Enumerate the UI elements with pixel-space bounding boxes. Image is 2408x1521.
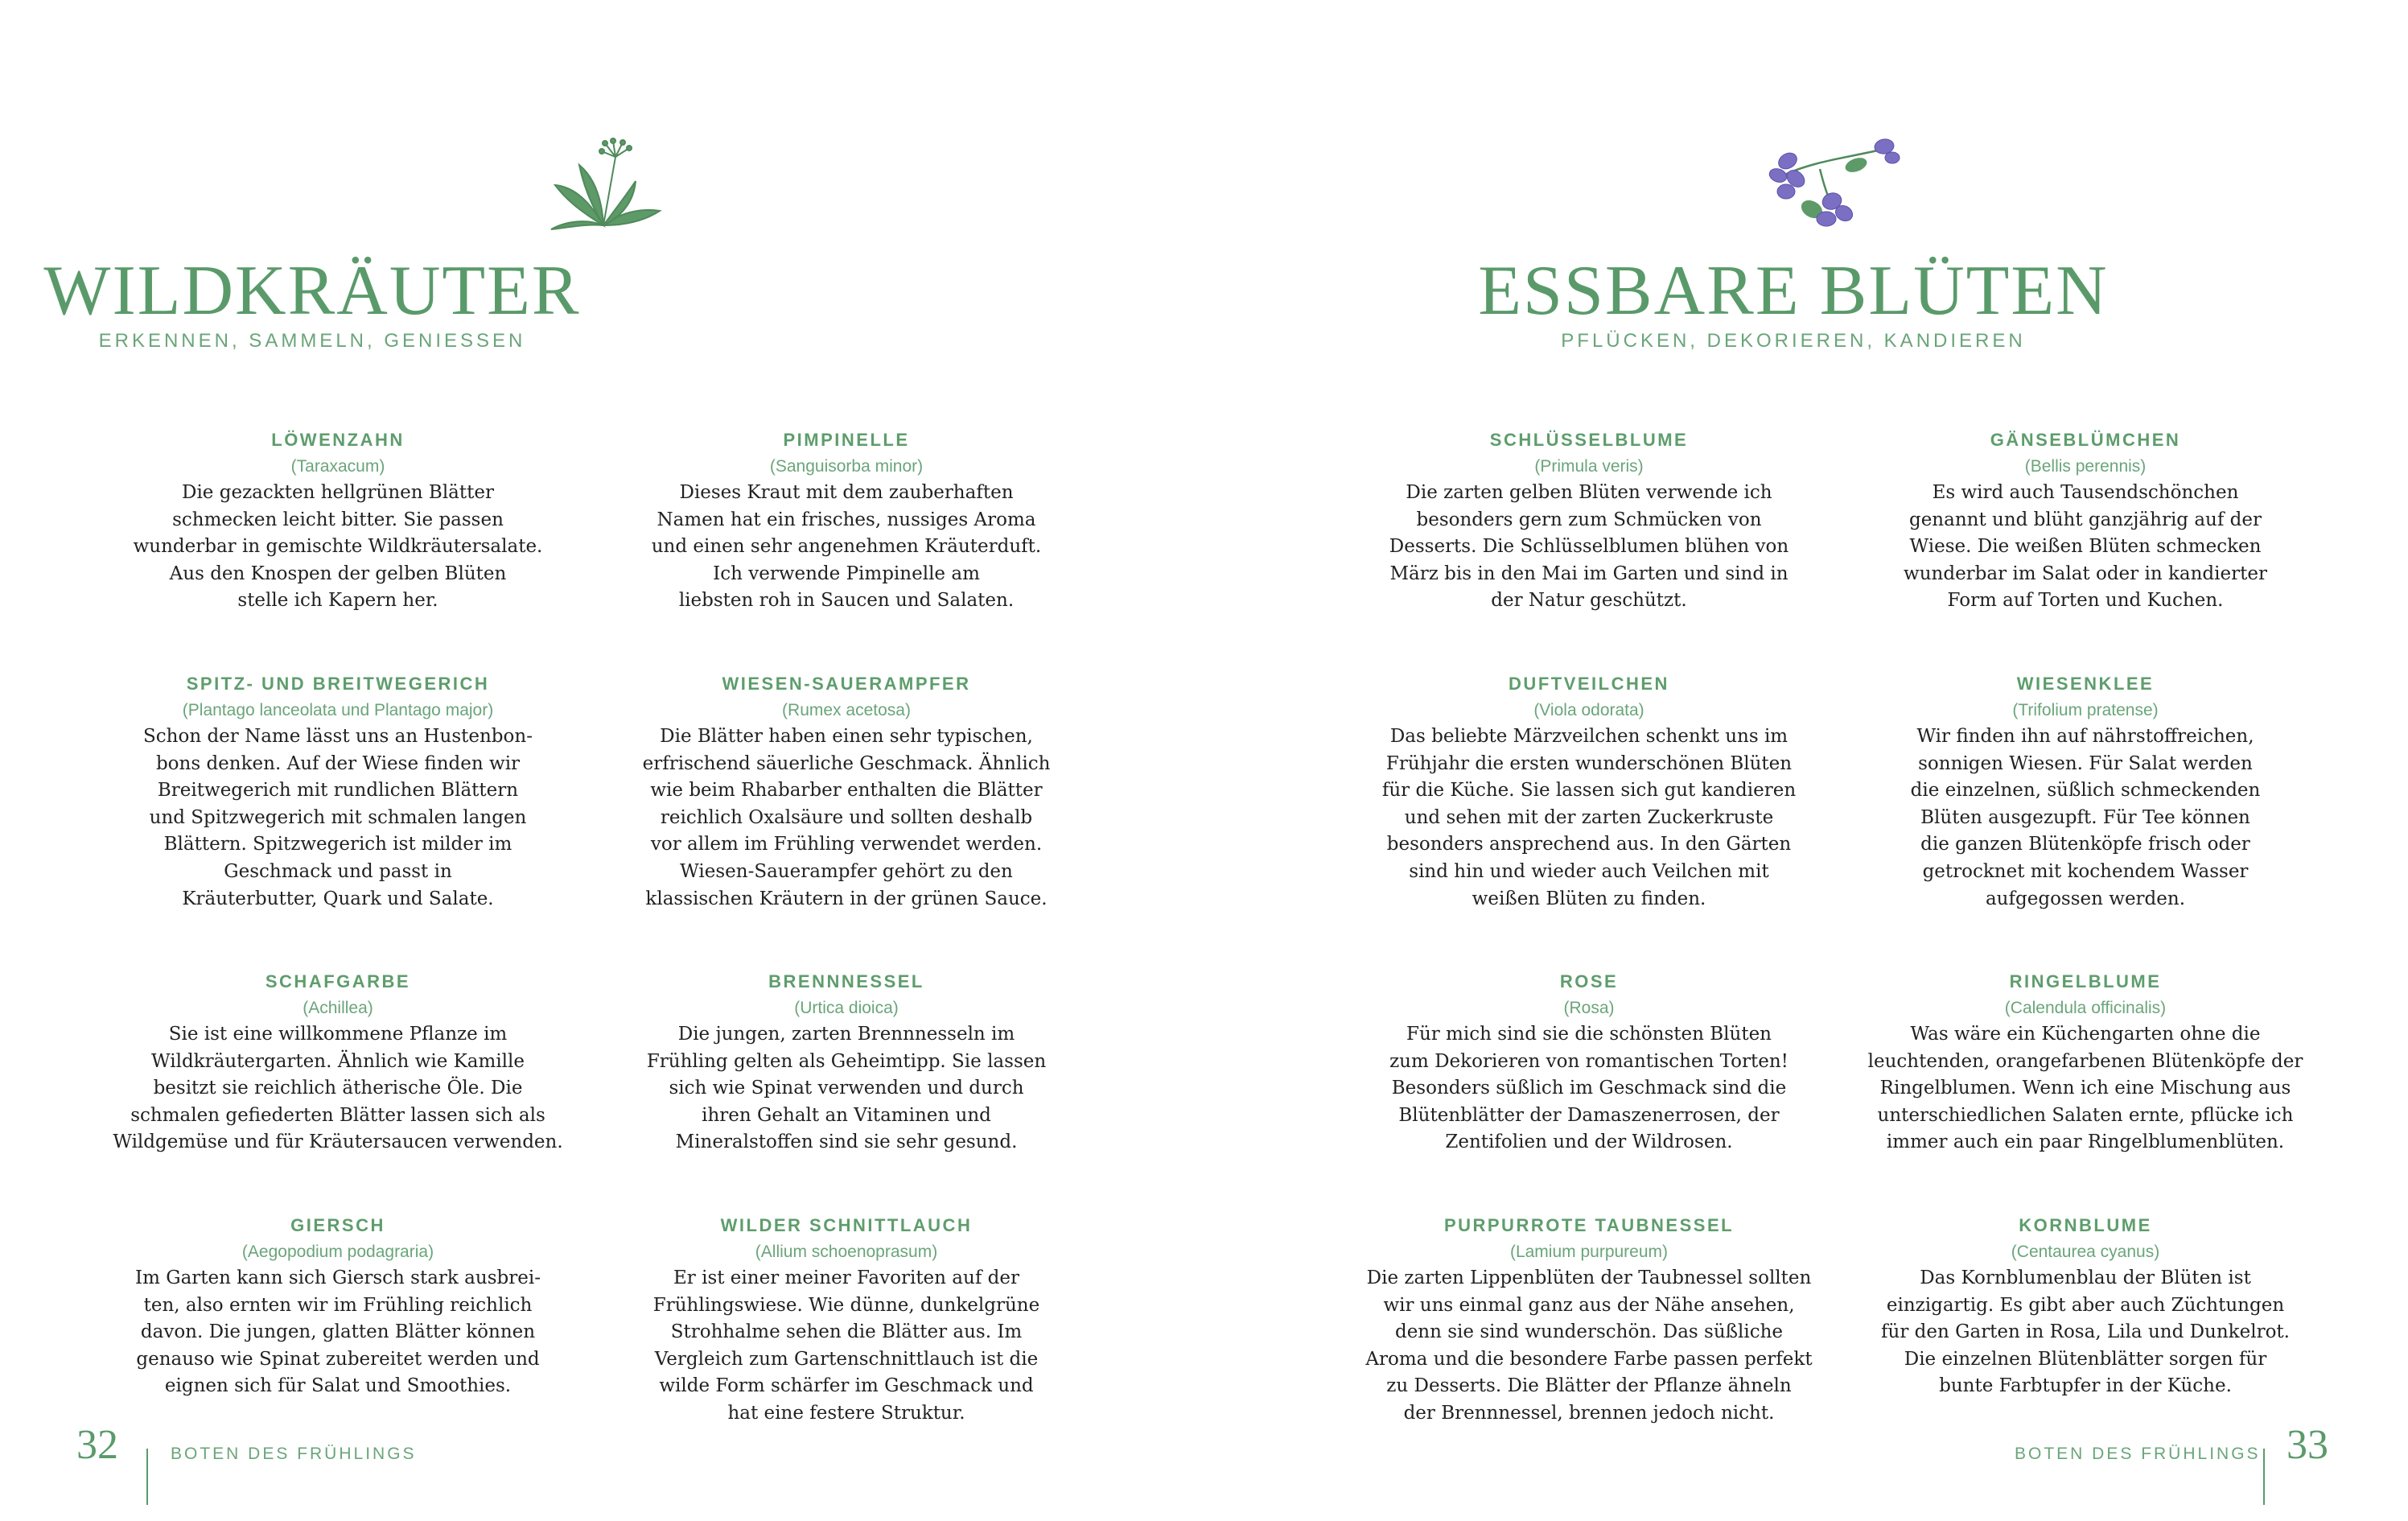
entry-text: Die Blätter haben einen sehr typischen, erfrischend säuerliche Geschmack. Ähnlich wie beim Rhabarber enthalten die Blätter reichlich Oxalsäure und sollten deshalb vor allem im Frühling verwendet werden. Wiesen-Sauerampfer gehört zu den klassischen Kräutern in der grünen Sauce. <box>642 726 1051 909</box>
entry-latin: (Urtica dioica) <box>794 999 899 1017</box>
entry-latin: (Lamium purpureum) <box>1509 1243 1669 1261</box>
entry-name: WILDER SCHNITTLAUCH <box>720 1215 973 1235</box>
entry-latin: (Rosa) <box>1563 999 1615 1017</box>
entry-schnittlauch <box>621 1212 1072 1428</box>
entry-taubnessel <box>1364 1212 1814 1428</box>
dandelion-herb-icon <box>539 137 668 233</box>
entry-name: PIMPINELLE <box>783 430 910 450</box>
entry-name: KORNBLUME <box>2019 1215 2152 1235</box>
entry-wiesenklee <box>1860 670 2311 913</box>
entry-latin: (Sanguisorba minor) <box>769 457 924 476</box>
entry-latin: (Trifolium pratense) <box>2012 701 2159 719</box>
entry-text: Die jungen, zarten Brennnesseln im Frühling gelten als Geheimtipp. Sie lassen sich wie Spinat verwenden und durch ihren Gehalt an Vitaminen und Mineralstoffen sind sie sehr gesund. <box>646 1024 1047 1153</box>
entry-text: Das Kornblumenblau der Blüten ist einzigartig. Es gibt aber auch Züchtungen für den Garten in Rosa, Lila und Dunkelrot. Die einzelnen Blütenblätter sorgen für bunte Farbtupfer in der Küche. <box>1881 1268 2290 1397</box>
entry-name: SCHAFGARBE <box>265 971 411 991</box>
entry-gaensebluemchen <box>1860 427 2311 615</box>
page-title: ESSBARE BLÜTEN <box>1478 252 2109 330</box>
entry-latin: (Allium schoenoprasum) <box>755 1243 938 1261</box>
entry-kornblume <box>1860 1212 2311 1400</box>
entry-name: WIESEN-SAUERAMPFER <box>722 674 971 694</box>
entry-name: GIERSCH <box>290 1215 385 1235</box>
entry-name: WIESENKLEE <box>2016 674 2155 694</box>
entry-text: Wir finden ihn auf nährstoffreichen, sonnigen Wiesen. Für Salat werden die einzelnen, süßlich schmeckenden Blüten ausgezupft. Für Tee können die ganzen Blütenköpfe frisch oder getrocknet mit kochendem Wasser aufgegossen werden. <box>1910 726 2261 909</box>
entry-rose <box>1364 968 1814 1156</box>
entry-name: BRENNNESSEL <box>768 971 924 991</box>
entry-wegerich <box>113 670 563 913</box>
entry-name: DUFTVEILCHEN <box>1509 674 1669 694</box>
entry-text: Dieses Kraut mit dem zauberhaften Namen hat ein frisches, nussiges Aroma und einen sehr angenehmen Kräuterduft. Ich verwende Pimpinelle am liebsten roh in Saucen und Salaten. <box>651 482 1042 612</box>
entry-pimpinelle <box>621 427 1072 615</box>
entry-latin: (Centaurea cyanus) <box>2011 1243 2160 1261</box>
entry-text: Im Garten kann sich Giersch stark ausbrei- ten, also ernten wir im Frühling reichlich davon. Die jungen, glatten Blätter können genauso wie Spinat zubereitet werden und eignen sich für Salat und Smoothies. <box>135 1268 541 1397</box>
entry-duftveilchen <box>1364 670 1814 913</box>
entry-name: SCHLÜSSELBLUME <box>1489 430 1689 450</box>
right-page <box>1204 0 2408 1521</box>
footer-label: BOTEN DES FRÜHLINGS <box>2015 1445 2261 1463</box>
entry-latin: (Achillea) <box>303 999 373 1017</box>
entry-latin: (Calendula officinalis) <box>2004 999 2167 1017</box>
entry-text: Für mich sind sie die schönsten Blüten zum Dekorieren von romantischen Torten! Besonders süßlich im Geschmack sind die Blütenblätter der Damaszenerrosen, der Zentifolien und der Wildrosen. <box>1389 1024 1789 1153</box>
entry-giersch <box>113 1212 563 1400</box>
entry-name: GÄNSEBLÜMCHEN <box>1990 430 2181 450</box>
footer-divider <box>146 1449 148 1505</box>
footer-label: BOTEN DES FRÜHLINGS <box>171 1445 417 1463</box>
entry-schafgarbe <box>113 968 563 1156</box>
entry-name: SPITZ- UND BREITWEGERICH <box>186 674 490 694</box>
entry-brennnessel <box>621 968 1072 1156</box>
entry-name: LÖWENZAHN <box>271 430 405 450</box>
entry-latin: (Aegopodium podagraria) <box>241 1243 434 1261</box>
entry-name: ROSE <box>1559 971 1619 991</box>
entry-ringelblume <box>1860 968 2311 1156</box>
page-title: WILDKRÄUTER <box>43 252 581 330</box>
entry-text: Die zarten Lippenblüten der Taubnessel sollten wir uns einmal ganz aus der Nähe ansehen, denn sie sind wunderschön. Das süßliche Aroma und die besondere Farbe passen perfekt zu Desserts. Die Blätter der Pflanze ähneln der Brennnessel, brennen jedoch nicht. <box>1365 1268 1813 1424</box>
entry-text: Er ist einer meiner Favoriten auf der Frühlingswiese. Wie dünne, dunkelgrüne Strohhalme sehen die Blätter aus. Im Vergleich zum Gartenschnittlauch ist die wilde Form schärfer im Geschmack und hat eine festere Struktur. <box>652 1268 1040 1424</box>
entry-latin: (Rumex acetosa) <box>782 701 911 719</box>
entry-schluesselblume <box>1364 427 1814 615</box>
violet-flower-icon <box>1764 129 1900 229</box>
footer-divider <box>2263 1449 2265 1505</box>
entry-text: Die gezackten hellgrünen Blätter schmecken leicht bitter. Sie passen wunderbar in gemischte Wildkräutersalate. Aus den Knospen der gelben Blüten stelle ich Kapern her. <box>133 482 543 612</box>
page-subtitle: ERKENNEN, SAMMELN, GENIESSEN <box>98 330 526 352</box>
entry-loewenzahn <box>113 427 563 615</box>
entry-text: Was wäre ein Küchengarten ohne die leuchtenden, orangefarbenen Blütenköpfe der Ringelblumen. Wenn ich eine Mischung aus unterschiedlichen Salaten ernte, pflücke ich immer auch ein paar Ringelblumenblüten. <box>1867 1024 2303 1153</box>
entry-latin: (Primula veris) <box>1534 457 1644 476</box>
entry-name: PURPURROTE TAUBNESSEL <box>1443 1215 1735 1235</box>
entry-latin: (Taraxacum) <box>290 457 385 476</box>
entry-text: Schon der Name lässt uns an Hustenbon- bons denken. Auf der Wiese finden wir Breitwegerich mit rundlichen Blättern und Spitzwegerich mit schmalen langen Blättern. Spitzwegerich ist milder im Geschmack und passt in Kräuterbutter, Quark und Salate. <box>143 726 533 909</box>
entry-latin: (Bellis perennis) <box>2024 457 2147 476</box>
entry-latin: (Plantago lanceolata und Plantago major) <box>182 701 494 719</box>
entry-text: Das beliebte Märzveilchen schenkt uns im Frühjahr die ersten wunderschönen Blüten für die Küche. Sie lassen sich gut kandieren und sehen mit der zarten Zuckerkruste besonders ansprechend aus. In den Gärten sind hin und wieder auch Veilchen mit weißen Blüten zu finden. <box>1381 726 1797 909</box>
entry-latin: (Viola odorata) <box>1533 701 1644 719</box>
entry-text: Sie ist eine willkommene Pflanze im Wildkräutergarten. Ähnlich wie Kamille besitzt sie reichlich ätherische Öle. Die schmalen gefiederten Blätter lassen sich als Wildgemüse und für Kräutersaucen verwenden. <box>113 1024 563 1153</box>
page-number: 33 <box>2287 1422 2328 1468</box>
page-number: 32 <box>76 1422 118 1468</box>
entry-sauerampfer <box>621 670 1072 913</box>
entry-text: Es wird auch Tausendschönchen genannt und blüht ganzjährig auf der Wiese. Die weißen Blüten schmecken wunderbar im Salat oder in kandierter Form auf Torten und Kuchen. <box>1904 482 2267 612</box>
entry-text: Die zarten gelben Blüten verwende ich besonders gern zum Schmücken von Desserts. Die Schlüsselblumen blühen von März bis in den Mai im Garten und sind in der Natur geschützt. <box>1389 482 1789 612</box>
entry-name: RINGELBLUME <box>2009 971 2162 991</box>
page-subtitle: PFLÜCKEN, DEKORIEREN, KANDIEREN <box>1561 330 2026 352</box>
